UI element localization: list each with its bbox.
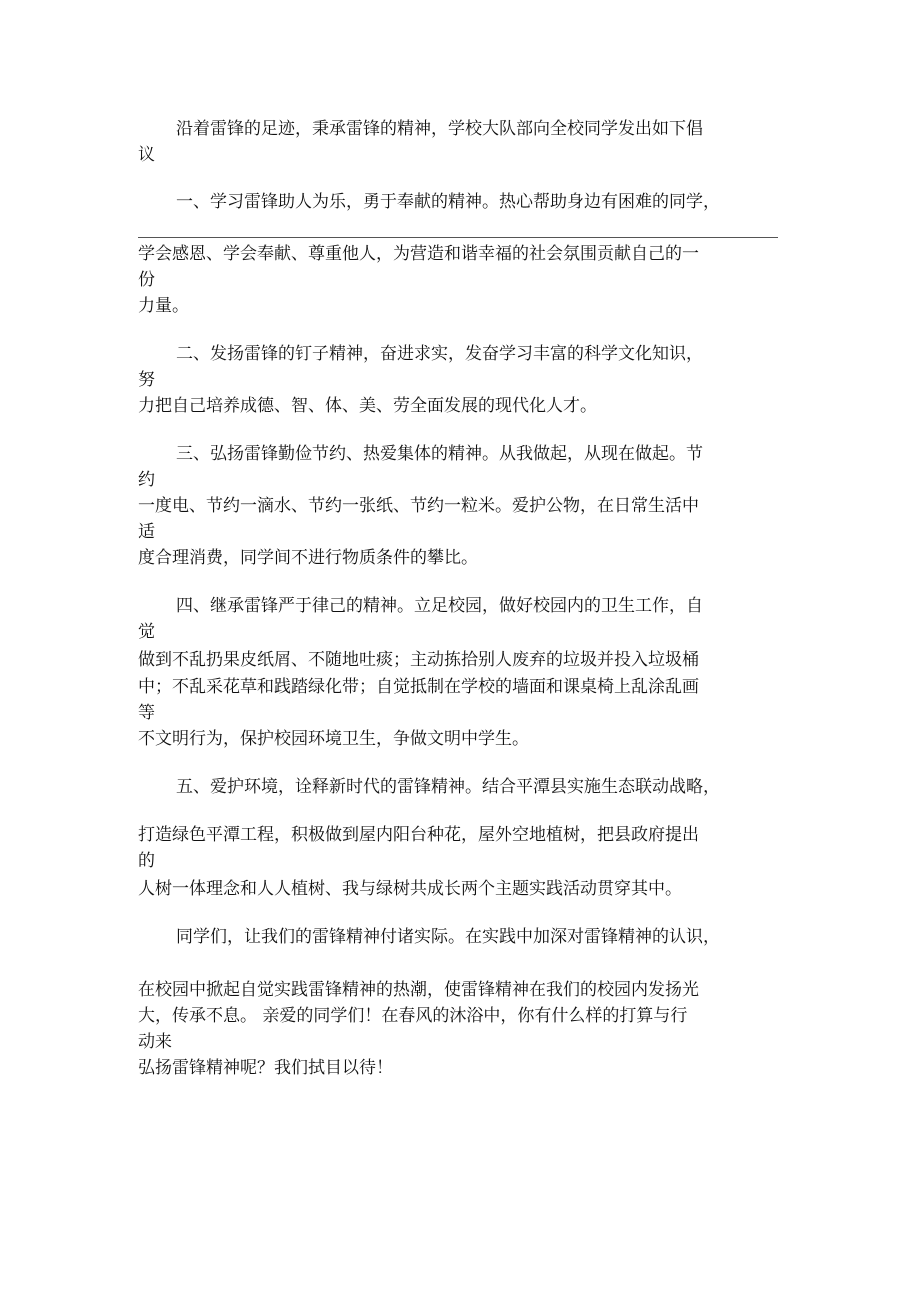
point-two-line: 努: [138, 370, 155, 390]
point-five-line: 的: [138, 851, 155, 871]
point-one-line: 学会感恩、学会奉献、尊重他人，为营造和谐幸福的社会氛围贡献自己的一: [138, 244, 699, 264]
closing-line: 大，传承不息。 亲爱的同学们！在春风的沐浴中，你有什么样的打算与行: [138, 1006, 688, 1026]
point-five-line: 五、爱护环境，诠释新时代的雷锋精神。结合平潭县实施生态联动战略，: [176, 777, 720, 797]
closing-line: 在校园中掀起自觉实践雷锋精神的热潮，使雷锋精神在我们的校园内发扬光: [138, 980, 699, 1000]
point-three-line: 一度电、节约一滴水、节约一张纸、节约一粒米。爱护公物，在日常生活中: [138, 496, 699, 516]
point-two-line: 二、发扬雷锋的钉子精神，奋进求实，发奋学习丰富的科学文化知识，: [176, 344, 703, 364]
point-five-line: 打造绿色平潭工程，积极做到屋内阳台种花，屋外空地植树，把县政府提出: [138, 825, 699, 845]
point-three-line: 度合理消费，同学间不进行物质条件的攀比。: [138, 548, 478, 568]
point-four-line: 做到不乱扔果皮纸屑、不随地吐痰；主动拣拾别人废弃的垃圾并投入垃圾桶: [138, 650, 699, 670]
point-five-line: 人树一体理念和人人植树、我与绿树共成长两个主题实践活动贯穿其中。: [138, 879, 682, 899]
closing-line: 弘扬雷锋精神呢？我们拭目以待！: [138, 1058, 393, 1078]
point-three-line: 约: [138, 470, 155, 490]
intro-line: 议: [138, 145, 155, 165]
point-one-line: 份: [138, 270, 155, 290]
closing-line: 动来: [138, 1032, 172, 1052]
point-one-line: 力量。: [138, 296, 189, 316]
point-three-line: 三、弘扬雷锋勤俭节约、热爱集体的精神。从我做起，从现在做起。节: [176, 444, 703, 464]
point-four-line: 四、继承雷锋严于律己的精神。立足校园，做好校园内的卫生工作，自: [176, 596, 703, 616]
horizontal-rule: [138, 237, 778, 238]
point-four-line: 等: [138, 703, 155, 723]
point-two-line: 力把自己培养成德、智、体、美、劳全面发展的现代化人才。: [138, 396, 597, 416]
point-four-line: 觉: [138, 622, 155, 642]
point-three-line: 适: [138, 522, 155, 542]
point-four-line: 不文明行为，保护校园环境卫生，争做文明中学生。: [138, 729, 529, 749]
closing-line: 同学们，让我们的雷锋精神付诸实际。在实践中加深对雷锋精神的认识，: [176, 927, 720, 947]
point-one-line: 一、学习雷锋助人为乐，勇于奉献的精神。热心帮助身边有困难的同学，: [176, 192, 720, 212]
point-four-line: 中；不乱采花草和践踏绿化带；自觉抵制在学校的墙面和课桌椅上乱涂乱画: [138, 677, 699, 697]
intro-line: 沿着雷锋的足迹，秉承雷锋的精神，学校大队部向全校同学发出如下倡: [176, 119, 703, 139]
